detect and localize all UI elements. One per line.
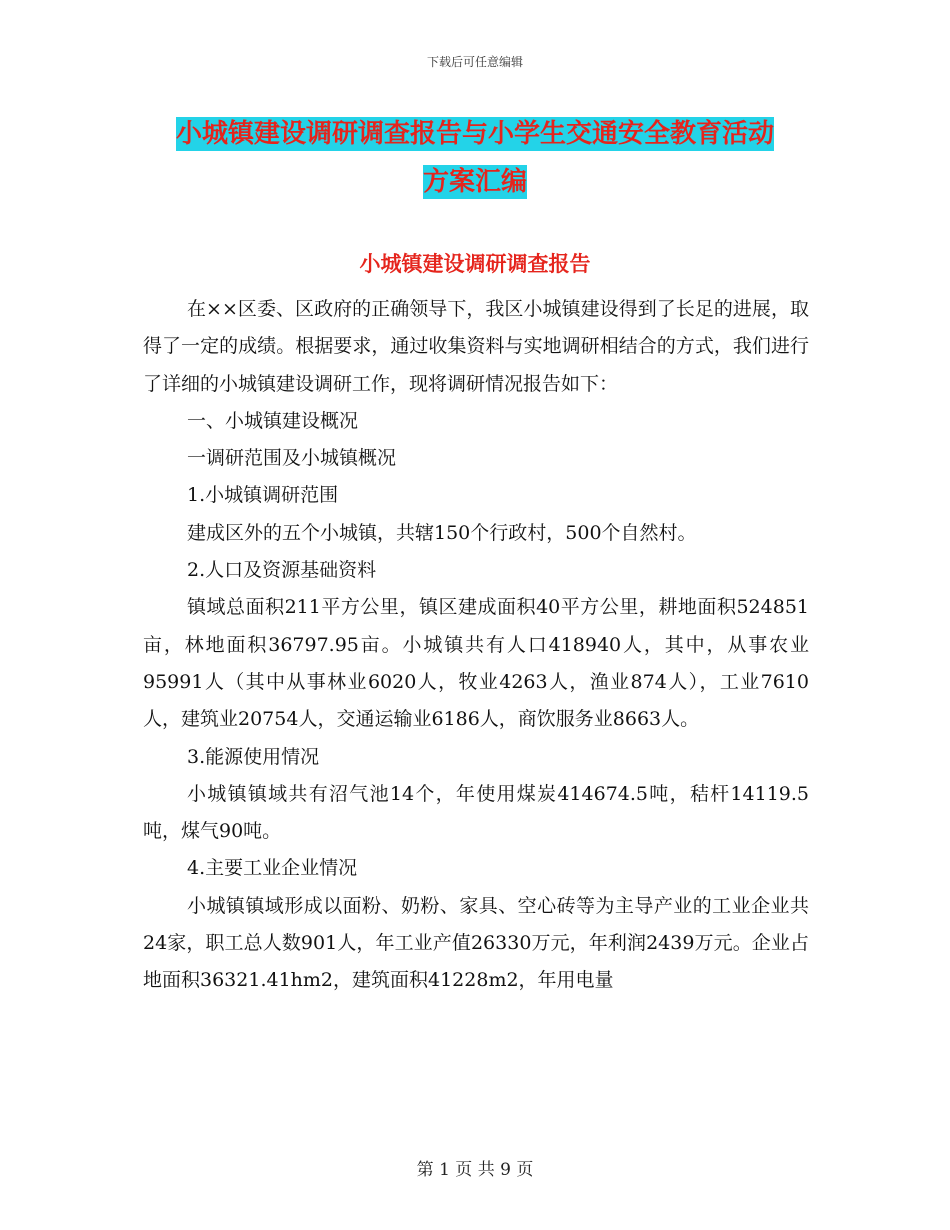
header-note: 下载后可任意编辑: [426, 55, 523, 69]
section-title: 小城镇建设调研调查报告: [359, 252, 591, 276]
heading-scope: 一调研范围及小城镇概况: [187, 447, 397, 470]
page-footer: 第 1 页 共 9 页: [416, 1160, 534, 1180]
energy-paragraph: 小城镇镇域共有沼气池14个，年使用煤炭414674.5吨，秸杆14119.5吨，煤气90吨。: [143, 782, 809, 843]
industry-paragraph: 小城镇镇域形成以面粉、奶粉、家具、空心砖等为主导产业的工业企业共24家，职工总人数901人，年工业产值26330万元，年利润2439万元。企业占地面积36321.41hm2，建筑面积41228m2，年用电量: [143, 894, 809, 992]
survey-range-paragraph: 建成区外的五个小城镇，共辖150个行政村，500个自然村。: [187, 521, 697, 544]
heading-overview: 一、小城镇建设概况: [187, 409, 359, 432]
document-title-line-1: 小城镇建设调研调查报告与小学生交通安全教育活动: [175, 119, 774, 149]
heading-survey-range: 1.小城镇调研范围: [187, 484, 339, 507]
heading-energy: 3.能源使用情况: [187, 745, 320, 768]
document-body: [143, 291, 809, 1000]
document-title: [0, 110, 950, 206]
population-paragraph: 镇域总面积211平方公里，镇区建成面积40平方公里，耕地面积524851亩，林地面积36797.95亩。小城镇共有人口418940人，其中，从事农业95991人（其中从事林业6020人，牧业4263人，渔业874人），工业7610人，建筑业20754人，交通运输业6186人，商饮服务业8663人。: [143, 596, 809, 731]
heading-industry: 4.主要工业企业情况: [187, 857, 358, 880]
document-title-line-2: 方案汇编: [422, 167, 527, 197]
heading-population: 2.人口及资源基础资料: [187, 559, 377, 582]
intro-paragraph: 在××区委、区政府的正确领导下，我区小城镇建设得到了长足的进展，取得了一定的成绩。根据要求，通过收集资料与实地调研相结合的方式，我们进行了详细的小城镇建设调研工作，现将调研情况报告如下：: [143, 298, 809, 395]
